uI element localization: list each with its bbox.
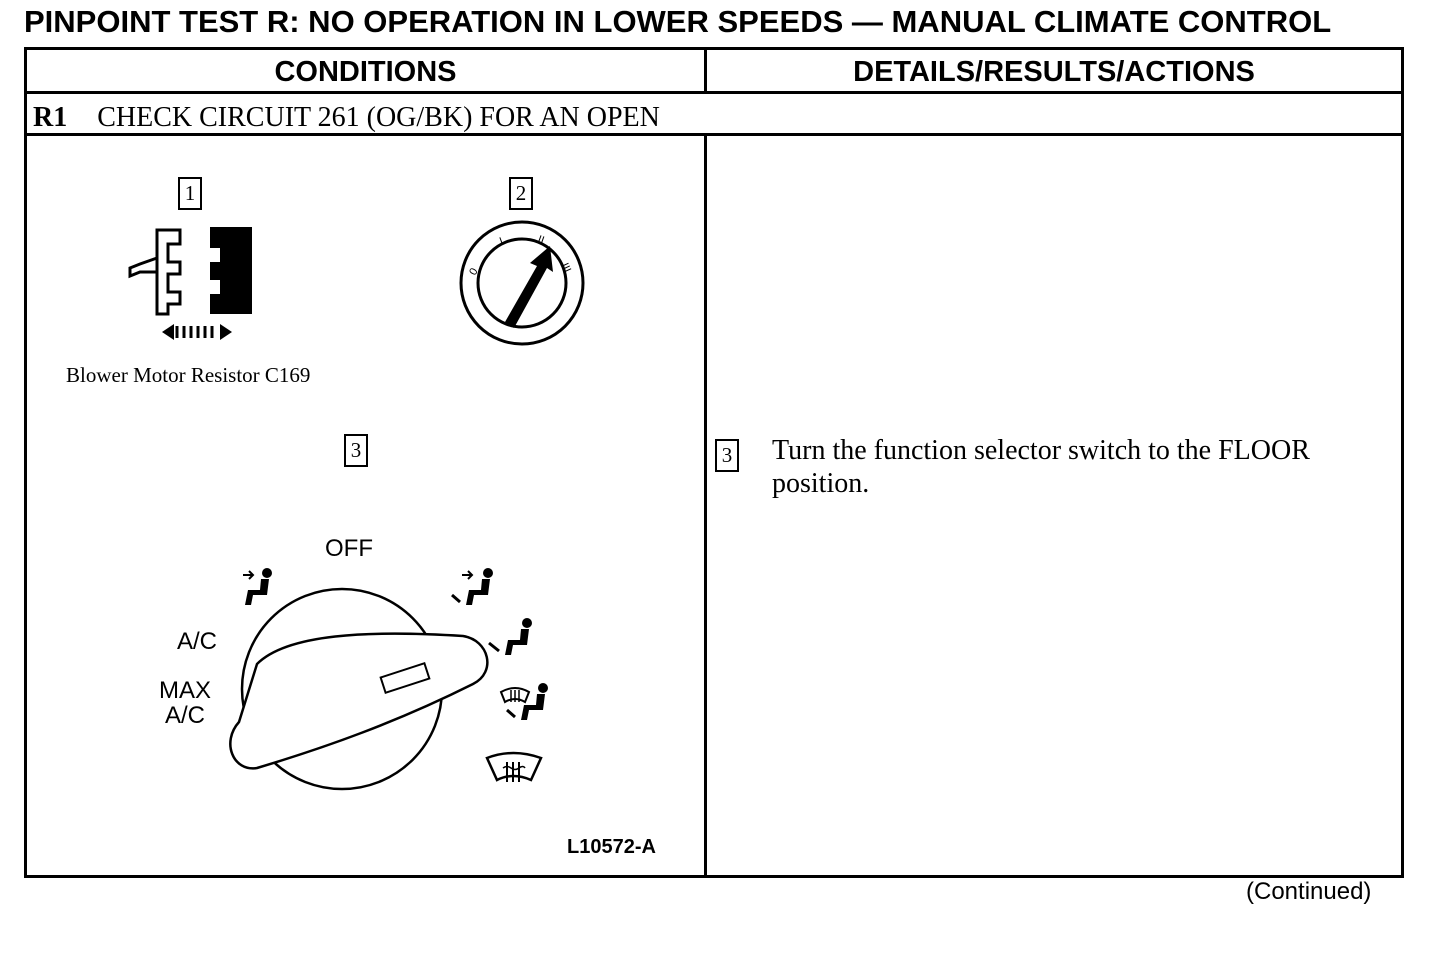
step-row xyxy=(33,99,660,137)
dial-max-line2: A/C xyxy=(165,702,206,729)
continued-note: (Continued) xyxy=(1246,878,1372,905)
floor-defrost-mode-icon xyxy=(499,680,554,725)
pinpoint-test-table xyxy=(24,47,1404,878)
body-column-divider xyxy=(704,133,707,875)
ignition-pos-1: I xyxy=(497,235,505,248)
action-text: Turn the function selector switch to the FLOOR position. xyxy=(772,435,1310,499)
ignition-pos-2: II xyxy=(535,233,546,247)
action-callout-3: 3 xyxy=(715,439,739,472)
dial-ac-label: A/C xyxy=(177,628,218,655)
connector-icon xyxy=(122,222,262,347)
dial-max-line1: MAX xyxy=(159,677,212,704)
floor-mode-icon xyxy=(487,615,537,660)
ignition-switch-icon xyxy=(457,218,587,348)
defrost-mode-icon xyxy=(485,750,545,792)
resistor-caption: Blower Motor Resistor C169 xyxy=(66,363,311,387)
callout-2: 2 xyxy=(509,177,533,210)
conditions-header: CONDITIONS xyxy=(274,55,457,88)
panel-vent-mode-icon xyxy=(239,565,279,610)
ignition-pos-0: 0 xyxy=(467,266,481,278)
callout-1: 1 xyxy=(178,177,202,210)
dial-max-ac-label xyxy=(159,678,211,728)
panel-floor-mode-icon xyxy=(450,565,500,610)
page-title: PINPOINT TEST R: NO OPERATION IN LOWER SPEEDS — MANUAL CLIMATE CONTROL xyxy=(24,4,1332,39)
step-title: CHECK CIRCUIT 261 (OG/BK) FOR AN OPEN xyxy=(97,102,660,133)
figure-code: L10572-A xyxy=(567,836,656,858)
dial-off-label: OFF xyxy=(325,535,373,562)
callout-3: 3 xyxy=(344,434,368,467)
step-number: R1 xyxy=(33,102,68,133)
details-header: DETAILS/RESULTS/ACTIONS xyxy=(853,55,1255,88)
ignition-pos-3: III xyxy=(558,261,574,275)
